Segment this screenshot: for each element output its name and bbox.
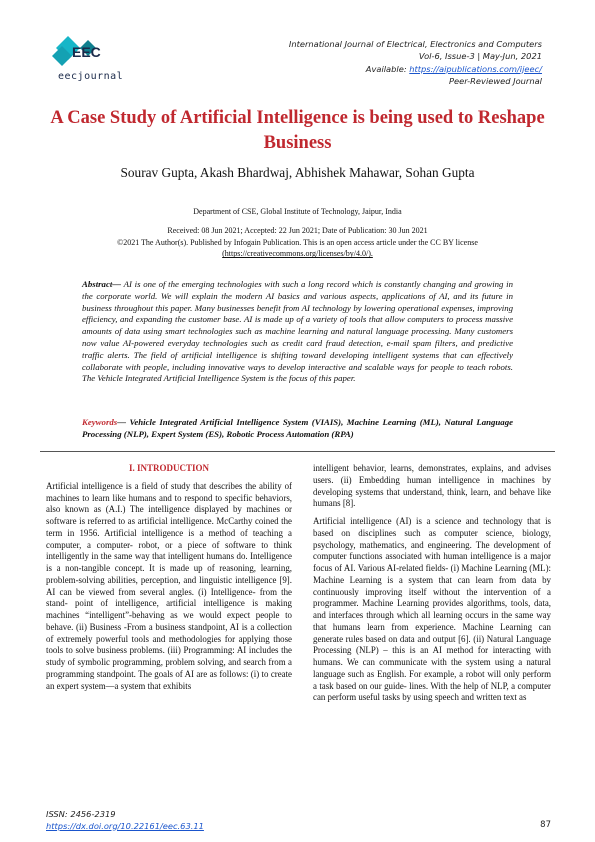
peer-review-note: Peer-Reviewed Journal <box>449 75 542 86</box>
right-column <box>313 463 551 710</box>
abstract-text: AI is one of the emerging technologies with such a long record which is constantly changing and growing in the corporate world. We will explain the modern AI basics and various aspects, applications of AI, and its future in business throughout this paper. Many businesses benefit from AI technology by lowering operational expenses, improving efficiency, and expanding the customer base. AI is made up of a variety of tools that allow computers to process massive amounts of data using smart technologies such as machine learning and natural language processing. Many customers now value AI-powered everyday technologies such as credit card fraud detection, e-mail spam filters, and predictive traffic alerts. The field of artificial intelligence is shifting toward developing intelligent systems that can effectively collaborate with people, including innovative ways to develop interactive and scalable ways for people to teach robots. The Vehicle Integrated Artificial Intelligence System is the focus of this paper. <box>82 279 513 384</box>
body-paragraph: intelligent behavior, learns, demonstrates, explains, and advises users. (ii) Embedding human intelligence in machines by developing systems that understand, think, learn, and behave like humans [8]. <box>313 463 551 509</box>
abstract <box>82 279 513 385</box>
left-column <box>46 463 292 698</box>
available-label: Available: <box>365 63 410 74</box>
journal-issue: Vol-6, Issue-3 | May-Jun, 2021 <box>418 51 542 62</box>
page-number: 87 <box>540 820 551 830</box>
logo-subtitle: eecjournal <box>58 71 124 82</box>
paper-authors: Sourav Gupta, Akash Bhardwaj, Abhishek Mahawar, Sohan Gupta <box>120 165 475 180</box>
license-link[interactable]: (https://creativecommons.org/licenses/by/4.0/). <box>222 249 373 259</box>
publication-dates: Received: 08 Jun 2021; Accepted: 22 Jun 2021; Date of Publication: 30 Jun 2021 <box>167 226 428 235</box>
keywords <box>82 417 513 441</box>
journal-header <box>289 38 542 87</box>
section-divider <box>40 451 555 452</box>
logo-brand: EEC <box>72 44 101 60</box>
issn: ISSN: 2456-2319 <box>46 809 116 819</box>
paper-title: A Case Study of Artificial Intelligence is being used to Reshape Business <box>50 108 545 153</box>
keywords-text: — Vehicle Integrated Artificial Intelligence System (VIAIS), Machine Learning (ML), Natural Language Processing (NLP), Expert System (ES), Robotic Process Automation (RPA) <box>82 417 513 439</box>
journal-availability <box>289 63 542 75</box>
abstract-label: Abstract— <box>82 279 122 289</box>
page-footer <box>46 809 204 832</box>
journal-url-link[interactable]: https://aipublications.com/ijeec/ <box>409 63 542 74</box>
license-statement: ©2021 The Author(s). Published by Infogain Publication. This is an open access article under the CC BY license <box>117 237 478 247</box>
doi-link[interactable]: https://dx.doi.org/10.22161/eec.63.11 <box>46 820 204 831</box>
journal-name: International Journal of Electrical, Electronics and Computers <box>288 39 542 49</box>
keywords-label: Keywords <box>82 417 118 427</box>
publication-info <box>40 225 555 260</box>
author-affiliation: Department of CSE, Global Institute of Technology, Jaipur, India <box>193 207 402 216</box>
body-paragraph: Artificial intelligence is a field of study that describes the ability of machines to learn like humans and to respond to specific behaviors, also known as (A.I.) The intelligence displayed by machines or software is referred to as artificial intelligence. McCarthy coined the term in 1956. Artificial intelligence is a method of teaching a computer, a computer- robot, or a piece of software to think intelligently in the same way that intelligent humans do. Intelligence is a non-tangible concept. It is made up of reasoning, learning, problem-solving abilities, perception, and linguistic intelligence [9]. AI can be viewed from several angles. (i) Intelligence- from the stand- point of intelligence, artificial intelligence is making machines “intelligent”-behaving as we would expect people to behave. (ii) Business -From a business standpoint, AI is a collection of extremely powerful tools and methodologies for applying those tools to solve business problems. (iii) Programming: AI includes the study of symbolic programming, problem solving, and search from a programming standpoint. The goals of AI are as follows: (i) to create an expert system—a system that exhibits <box>46 480 292 691</box>
introduction-heading: I. INTRODUCTION <box>128 463 209 473</box>
body-paragraph: Artificial intelligence (AI) is a science and technology that is based on disciplines such as computer science, biology, psychology, mathematics, and engineering. The development of computer functions associated with human intelligence is a major focus of AI. Various AI-related fields- (i) Machine Learning (ML): Machine Learning is a system that can learn from data by continuously improving itself without the intervention of a programmer. Machine Learning provides algorithms, tools, data, and interfaces through which all learning occurs in the same way that humans learn from experience. Machine Learning can generate rules based on data and output [6]. (ii) Natural Language Processing (NLP) – this is an AI method for interacting with humans. We can communicate with the system using a natural language such as English. For example, a robot will only perform a task based on our guide- lines. With the help of NLP, a computer can perform useful tasks by using speech and written text as <box>313 516 551 703</box>
